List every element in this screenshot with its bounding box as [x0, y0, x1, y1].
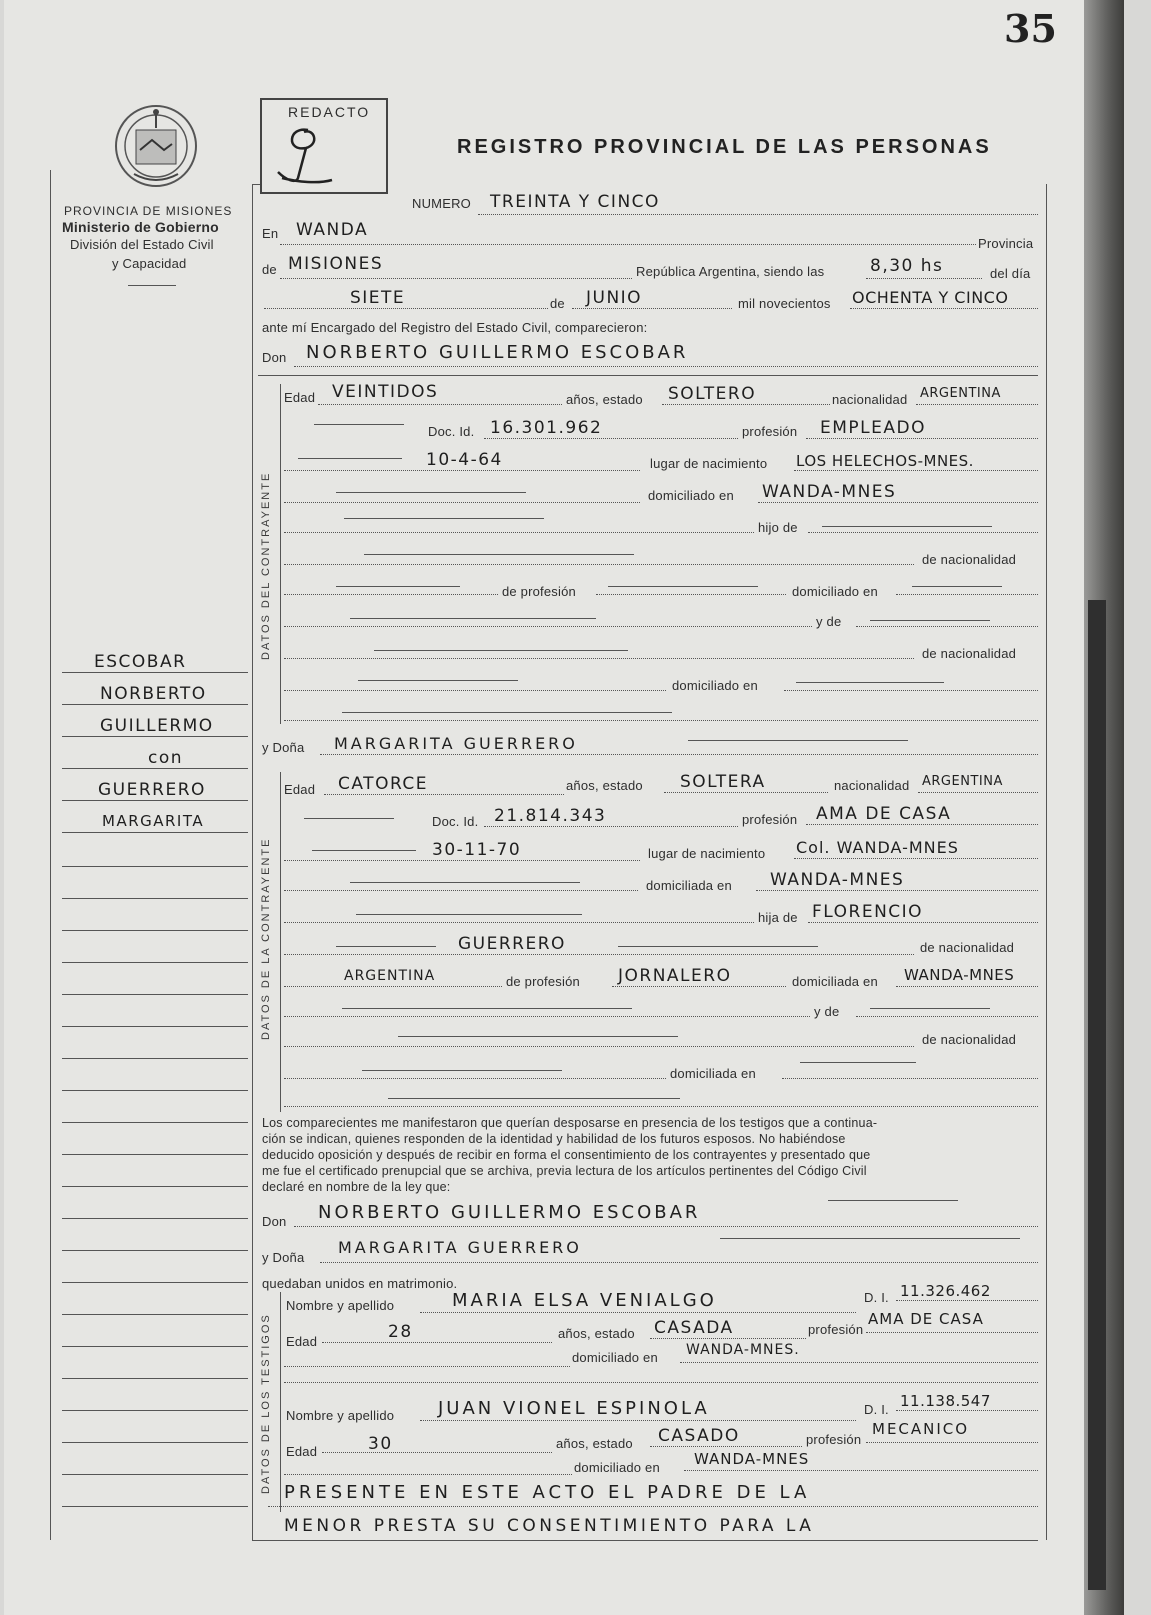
groom-anios-label: años, estado — [566, 392, 643, 407]
dash — [720, 1238, 1020, 1239]
groom-edad-label: Edad — [284, 390, 316, 405]
bride-de-nac-label: de nacionalidad — [920, 940, 1015, 955]
bride-father-nac: ARGENTINA — [344, 968, 436, 984]
groom-doc: 16.301.962 — [490, 418, 603, 438]
field-line — [918, 792, 1038, 793]
page-number: 35 — [1004, 6, 1057, 51]
groom-lugar: LOS HELECHOS-MNES. — [796, 452, 974, 470]
field-line — [662, 404, 830, 405]
provincial-seal-icon — [112, 100, 200, 192]
w1-anios-label: años, estado — [558, 1326, 635, 1341]
bride-edad: CATORCE — [338, 774, 429, 794]
margin-line — [62, 672, 248, 673]
margin-ruled-line — [62, 1154, 248, 1155]
dash — [688, 740, 908, 741]
w2-nombre: JUAN VIONEL ESPINOLA — [438, 1398, 710, 1419]
dash — [870, 620, 990, 621]
field-line — [758, 502, 1038, 503]
issuer-ministry: Ministerio de Gobierno — [62, 219, 219, 235]
groom-hijo-label: hijo de — [758, 520, 798, 535]
field-line — [896, 1300, 1038, 1301]
witness-section-label: DATOS DE LOS TESTIGOS — [260, 1313, 272, 1494]
margin-ruled-line — [62, 1026, 248, 1027]
w2-estado: CASADO — [658, 1426, 740, 1446]
dash — [344, 518, 544, 519]
margin-right-rule — [252, 184, 253, 1540]
margin-left-rule — [50, 170, 51, 1540]
numero-line — [478, 214, 1038, 215]
groom-doc-label: Doc. Id. — [428, 424, 475, 439]
dash — [912, 586, 1002, 587]
field-line — [284, 954, 914, 955]
mes-line — [572, 308, 732, 309]
issuer-capacity: y Capacidad — [112, 256, 187, 271]
groom-top-rule — [258, 375, 1038, 376]
margin-name-1: ESCOBAR — [94, 652, 187, 672]
declaration-line-4: me fue el certificado prenupcial que se archiva, previa lectura de los artículos pertinentes del Código Civil — [262, 1164, 867, 1178]
del-dia-label: del día — [990, 266, 1031, 281]
declaration-line-1: Los comparecientes me manifestaron que querían desposarse en presencia de los testigos que a continua- — [262, 1116, 878, 1130]
margin-ruled-line — [62, 1282, 248, 1283]
bride-de-nac2-label: de nacionalidad — [922, 1032, 1017, 1047]
groom-don-label: Don — [262, 350, 287, 365]
decl-dona-label: y Doña — [262, 1250, 305, 1265]
margin-ruled-line — [62, 1442, 248, 1443]
dash — [314, 424, 404, 425]
field-line — [794, 858, 1038, 859]
bride-lugar: Col. WANDA-MNES — [796, 838, 959, 857]
field-line — [806, 824, 1038, 825]
unidos-text: quedaban unidos en matrimonio. — [262, 1276, 458, 1291]
groom-name-line — [294, 366, 1038, 367]
field-line — [284, 1366, 570, 1367]
margin-ruled-line — [62, 1186, 248, 1187]
margin-ruled-line — [62, 1346, 248, 1347]
margin-ruled-line — [62, 1474, 248, 1475]
ante-text: ante mí Encargado del Registro del Estado Civil, comparecieron: — [262, 320, 648, 335]
bride-dom-label: domiciliada en — [646, 878, 732, 893]
field-line — [284, 502, 640, 503]
dash — [608, 586, 758, 587]
margin-ruled-line — [62, 1250, 248, 1251]
issuer-division: División del Estado Civil — [70, 237, 214, 252]
margin-ruled-line — [62, 994, 248, 995]
margin-name-3: GUILLERMO — [100, 716, 214, 736]
bride-de-prof-label: de profesión — [506, 974, 580, 989]
dash — [358, 680, 518, 681]
groom-de-nac2-label: de nacionalidad — [922, 646, 1017, 661]
book-binding — [1088, 600, 1106, 1590]
field-line — [650, 1446, 802, 1447]
field-line — [756, 890, 1038, 891]
numero-label: NUMERO — [412, 196, 471, 211]
field-line — [896, 986, 1038, 987]
bride-anios-label: años, estado — [566, 778, 643, 793]
field-line — [284, 1474, 572, 1475]
groom-de-prof-label: de profesión — [502, 584, 576, 599]
groom-profesion: EMPLEADO — [820, 418, 926, 438]
dash — [350, 882, 580, 883]
bride-father-prof: JORNALERO — [618, 966, 732, 986]
form-right-rule — [1046, 184, 1047, 1540]
dash — [374, 650, 628, 651]
field-line — [664, 792, 828, 793]
w2-dom-label: domiciliado en — [574, 1460, 660, 1475]
dash — [304, 818, 394, 819]
en-line — [280, 244, 976, 245]
bride-estado: SOLTERA — [680, 772, 766, 792]
field-line — [484, 438, 738, 439]
dash — [398, 1036, 678, 1037]
field-line — [284, 860, 640, 861]
provincia-label: Provincia — [978, 236, 1034, 251]
dash — [388, 1098, 680, 1099]
groom-lugar-label: lugar de nacimiento — [650, 456, 768, 471]
margin-ruled-line — [62, 866, 248, 867]
provincia-line — [280, 278, 632, 279]
groom-dom-label: domiciliado en — [648, 488, 734, 503]
hora-line — [866, 278, 982, 279]
margin-line — [62, 736, 248, 737]
field-line — [324, 794, 564, 795]
margin-ruled-line — [62, 1506, 248, 1507]
w2-edad: 30 — [368, 1434, 393, 1454]
issuer-province: PROVINCIA DE MISIONES — [64, 204, 233, 218]
dash — [336, 946, 436, 947]
bride-dom3-label: domiciliada en — [670, 1066, 756, 1081]
groom-nacionalidad: ARGENTINA — [920, 386, 1001, 401]
field-line — [318, 404, 562, 405]
note-line-2: MENOR PRESTA SU CONSENTIMIENTO PARA LA — [284, 1516, 815, 1536]
field-line — [284, 658, 914, 659]
field-line — [284, 1016, 810, 1017]
margin-ruled-line — [62, 1314, 248, 1315]
dash — [342, 1008, 632, 1009]
groom-dom2-label: domiciliado en — [792, 584, 878, 599]
groom-edad: VEINTIDOS — [332, 382, 439, 402]
field-line — [284, 594, 498, 595]
page-title: REGISTRO PROVINCIAL DE LAS PERSONAS — [457, 136, 992, 158]
groom-name: NORBERTO GUILLERMO ESCOBAR — [306, 342, 689, 363]
dash — [800, 1062, 916, 1063]
w1-domicilio: WANDA-MNES. — [686, 1342, 800, 1358]
field-line — [294, 1226, 1038, 1227]
field-line — [856, 626, 1038, 627]
hora-value: 8,30 hs — [870, 256, 944, 276]
field-line — [612, 986, 786, 987]
mil-label: mil novecientos — [738, 296, 831, 311]
margin-ruled-line — [62, 962, 248, 963]
en-label: En — [262, 226, 279, 241]
bride-dona-label: y Doña — [262, 740, 305, 755]
field-line — [284, 986, 502, 987]
w2-di-label: D. I. — [864, 1402, 889, 1417]
w2-profesion: MECANICO — [872, 1420, 970, 1438]
bride-edad-label: Edad — [284, 782, 316, 797]
field-line — [596, 594, 786, 595]
bride-father-dom: WANDA-MNES — [904, 966, 1015, 984]
margin-line — [62, 704, 248, 705]
field-line — [420, 1420, 856, 1421]
dia-value: SIETE — [350, 288, 406, 308]
w1-nombre-label: Nombre y apellido — [286, 1298, 395, 1313]
w1-di: 11.326.462 — [900, 1282, 991, 1300]
dash — [364, 554, 634, 555]
field-line — [484, 826, 738, 827]
mes-value: JUNIO — [586, 288, 643, 308]
field-line — [268, 1506, 1038, 1507]
field-line — [322, 1452, 552, 1453]
field-line — [284, 1106, 1038, 1107]
provincia-value: MISIONES — [288, 254, 384, 274]
margin-name-5: GUERRERO — [98, 780, 206, 800]
margin-ruled-line — [62, 1122, 248, 1123]
margin-ruled-line — [62, 1058, 248, 1059]
decl-don-name: NORBERTO GUILLERMO ESCOBAR — [318, 1202, 701, 1223]
groom-section-label: DATOS DEL CONTRAYENTE — [260, 471, 272, 660]
groom-de-nac-label: de nacionalidad — [922, 552, 1017, 567]
bride-fecha: 30-11-70 — [432, 840, 522, 860]
anio-value: OCHENTA Y CINCO — [852, 288, 1009, 307]
margin-ruled-line — [62, 1218, 248, 1219]
bride-section-rule — [280, 772, 281, 1112]
field-line — [284, 470, 640, 471]
bride-domicilio: WANDA-MNES — [770, 870, 905, 890]
margin-ruled-line — [62, 930, 248, 931]
bride-dom2-label: domiciliada en — [792, 974, 878, 989]
field-line — [284, 564, 914, 565]
dash — [796, 682, 944, 683]
groom-fecha: 10-4-64 — [426, 450, 503, 470]
w1-edad-label: Edad — [286, 1334, 318, 1349]
groom-dom3-label: domiciliado en — [672, 678, 758, 693]
bride-hija-label: hija de — [758, 910, 798, 925]
w2-prof-label: profesión — [806, 1432, 862, 1447]
dash — [342, 712, 672, 713]
margin-ruled-line — [62, 898, 248, 899]
w1-edad: 28 — [388, 1322, 413, 1342]
field-line — [896, 1410, 1038, 1411]
initials-signature — [268, 122, 338, 188]
margin-ruled-line — [62, 1378, 248, 1379]
groom-estado: SOLTERO — [668, 384, 757, 404]
field-line — [322, 1342, 552, 1343]
field-line — [284, 532, 754, 533]
de-label: de — [262, 262, 277, 277]
field-line — [784, 690, 1038, 691]
bride-prof-label: profesión — [742, 812, 798, 827]
field-line — [284, 1046, 914, 1047]
w1-nombre: MARIA ELSA VENIALGO — [452, 1290, 717, 1311]
field-line — [320, 754, 1038, 755]
note-line-1: PRESENTE EN ESTE ACTO EL PADRE DE LA — [284, 1482, 811, 1503]
w2-domicilio: WANDA-MNES — [694, 1450, 810, 1468]
decl-don-label: Don — [262, 1214, 287, 1229]
bride-name: MARGARITA GUERRERO — [334, 734, 578, 753]
field-line — [806, 438, 1038, 439]
groom-section-rule — [280, 384, 281, 724]
dash — [618, 946, 818, 947]
field-line — [808, 922, 1038, 923]
field-line — [680, 1362, 1038, 1363]
republica-label: República Argentina, siendo las — [636, 264, 825, 279]
field-line — [284, 890, 638, 891]
margin-line — [62, 768, 248, 769]
w1-dom-label: domiciliado en — [572, 1350, 658, 1365]
bride-doc-label: Doc. Id. — [432, 814, 479, 829]
field-line — [284, 690, 666, 691]
w1-di-label: D. I. — [864, 1290, 889, 1305]
dia-line — [264, 308, 548, 309]
field-line — [284, 922, 754, 923]
dash — [362, 1070, 562, 1071]
dash — [298, 458, 402, 459]
bride-doc: 21.814.343 — [494, 806, 607, 826]
w2-edad-label: Edad — [286, 1444, 318, 1459]
w2-nombre-label: Nombre y apellido — [286, 1408, 395, 1423]
issuer-divider — [128, 285, 176, 286]
dash — [828, 1200, 958, 1201]
en-value: WANDA — [296, 220, 369, 240]
field-line — [896, 594, 1038, 595]
field-line — [284, 626, 812, 627]
w1-prof-label: profesión — [808, 1322, 864, 1337]
bride-profesion: AMA DE CASA — [816, 804, 952, 824]
dash — [822, 526, 992, 527]
bride-nac-label: nacionalidad — [834, 778, 910, 793]
de-mes-label: de — [550, 296, 565, 311]
field-line — [782, 1078, 1038, 1079]
margin-name-2: NORBERTO — [100, 684, 207, 704]
declaration-line-3: deducido oposición y después de recibir en forma el consentimiento de los contrayentes y presentado que — [262, 1148, 871, 1162]
dash — [356, 914, 582, 915]
groom-y-de-label: y de — [816, 614, 842, 629]
margin-ruled-line — [62, 1090, 248, 1091]
form-bottom-rule — [252, 1540, 1038, 1541]
field-line — [650, 1338, 806, 1339]
dash — [336, 492, 526, 493]
field-line — [420, 1312, 856, 1313]
bride-father-first: FLORENCIO — [812, 902, 924, 922]
witness-section-rule — [280, 1292, 281, 1512]
field-line — [284, 720, 1038, 721]
groom-domicilio: WANDA-MNES — [762, 482, 897, 502]
bride-father-last: GUERRERO — [458, 934, 566, 954]
redacto-stamp — [260, 98, 388, 194]
numero-value: TREINTA Y CINCO — [490, 192, 660, 212]
margin-ruled-line — [62, 1410, 248, 1411]
bride-lugar-label: lugar de nacimiento — [648, 846, 766, 861]
field-line — [284, 1078, 666, 1079]
bride-y-de-label: y de — [814, 1004, 840, 1019]
groom-prof-label: profesión — [742, 424, 798, 439]
stamp-label: REDACTO — [288, 104, 371, 120]
declaration-line-5: declaré en nombre de la ley que: — [262, 1180, 451, 1194]
dash — [312, 850, 416, 851]
field-line — [684, 1470, 1038, 1471]
margin-name-6: MARGARITA — [102, 812, 205, 830]
field-line — [916, 404, 1038, 405]
field-line — [320, 1262, 1038, 1263]
margin-name-4: con — [148, 748, 184, 768]
dash — [870, 1008, 990, 1009]
field-line — [794, 470, 1038, 471]
bride-section-label: DATOS DE LA CONTRAYENTE — [260, 837, 272, 1040]
w1-estado: CASADA — [654, 1318, 734, 1338]
w2-anios-label: años, estado — [556, 1436, 633, 1451]
field-line — [284, 1382, 1038, 1383]
field-line — [866, 1332, 1038, 1333]
margin-line — [62, 832, 248, 833]
field-line — [856, 1016, 1038, 1017]
dash — [350, 618, 596, 619]
dash — [336, 586, 460, 587]
field-line — [866, 1442, 1038, 1443]
w2-di: 11.138.547 — [900, 1392, 991, 1410]
margin-line — [62, 800, 248, 801]
bride-nacionalidad: ARGENTINA — [922, 774, 1003, 789]
groom-nac-label: nacionalidad — [832, 392, 908, 407]
declaration-line-2: ción se indican, quienes responden de la identidad y habilidad de los futuros esposos. No habiéndose — [262, 1132, 846, 1146]
field-line — [808, 532, 1038, 533]
frame-tick — [252, 184, 260, 185]
w1-profesion: AMA DE CASA — [868, 1310, 984, 1328]
decl-dona-name: MARGARITA GUERRERO — [338, 1238, 582, 1257]
anio-line — [850, 308, 1038, 309]
